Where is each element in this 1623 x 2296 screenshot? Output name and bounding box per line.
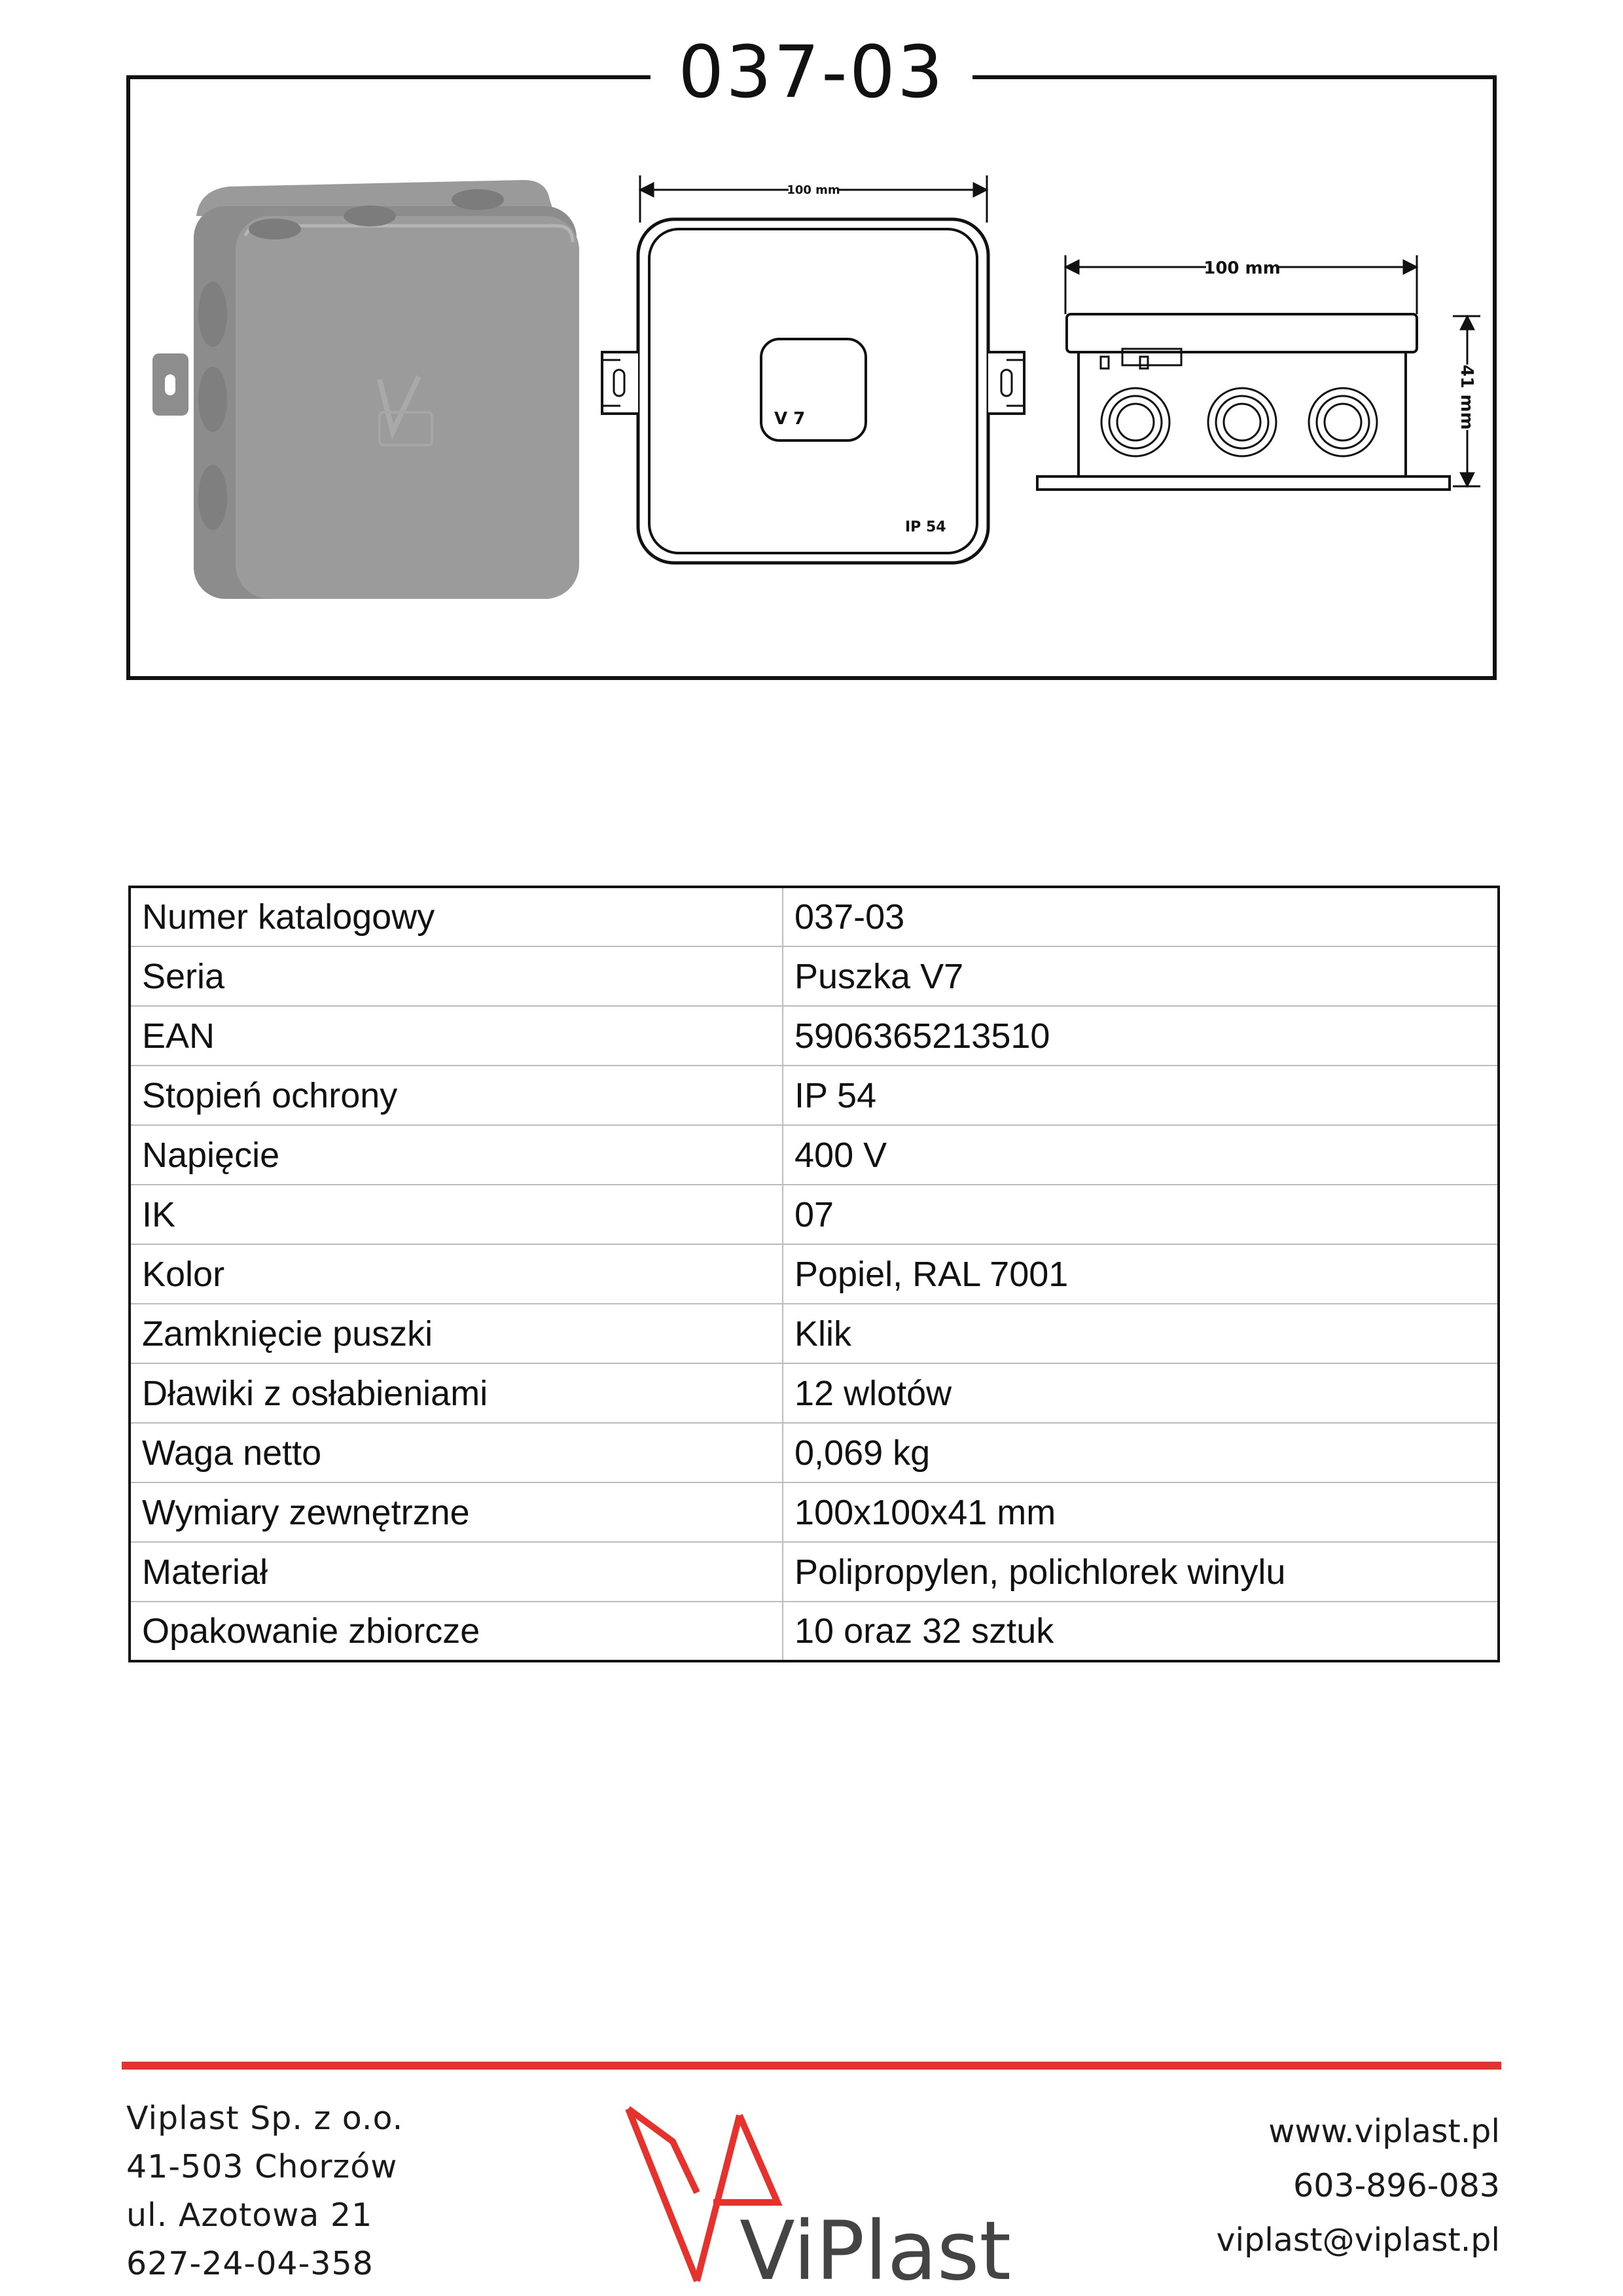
spec-row (130, 1423, 1499, 1482)
spec-value: 12 wlotów (783, 1363, 1499, 1423)
spec-label: Materiał (130, 1542, 783, 1602)
spec-value: 037-03 (783, 887, 1499, 946)
spec-row (130, 887, 1499, 946)
spec-value: 0,069 kg (783, 1423, 1499, 1482)
side-view-drawing (1037, 254, 1480, 490)
viplast-logo (609, 2094, 1014, 2291)
spec-label: Opakowanie zbiorcze (130, 1602, 783, 1661)
company-phone-left: 627-24-04-358 (126, 2245, 374, 2282)
company-contact (1217, 2104, 1501, 2267)
spec-label: Dławiki z osłabieniami (130, 1363, 783, 1423)
spec-label: Seria (130, 946, 783, 1006)
spec-row (130, 1006, 1499, 1066)
spec-label: Stopień ochrony (130, 1066, 783, 1125)
specification-table (128, 886, 1500, 1662)
spec-value: 10 oraz 32 sztuk (783, 1602, 1499, 1661)
spec-row (130, 1304, 1499, 1363)
spec-row (130, 946, 1499, 1006)
spec-row (130, 1066, 1499, 1125)
spec-value: 400 V (783, 1125, 1499, 1185)
technical-drawings (0, 0, 1623, 694)
footer-divider (122, 2062, 1501, 2070)
website-link[interactable]: www.viplast.pl (1268, 2113, 1500, 2150)
spec-value: Polipropylen, polichlorek winylu (783, 1542, 1499, 1602)
spec-row (130, 1125, 1499, 1185)
spec-label: Napięcie (130, 1125, 783, 1185)
spec-label: Kolor (130, 1244, 783, 1304)
spec-value: IP 54 (783, 1066, 1499, 1125)
series-mark: V 7 (774, 409, 806, 429)
junction-box-photo (152, 180, 1027, 599)
top-width-dimension: 100 mm (787, 183, 840, 197)
spec-row (130, 1244, 1499, 1304)
spec-label: EAN (130, 1006, 783, 1066)
spec-value: Puszka V7 (783, 946, 1499, 1006)
street-address: ul. Azotowa 21 (126, 2197, 373, 2234)
email-link[interactable]: viplast@viplast.pl (1216, 2221, 1500, 2259)
spec-label: IK (130, 1185, 783, 1244)
company-name: Viplast Sp. z o.o. (126, 2100, 404, 2137)
height-dimension: 41 mm (1457, 365, 1476, 430)
ip-mark: IP 54 (905, 519, 946, 535)
company-phone-right: 603-896-083 (1293, 2167, 1500, 2204)
spec-label: Waga netto (130, 1423, 783, 1482)
product-code-title: 037-03 (651, 26, 972, 118)
spec-value: Klik (783, 1304, 1499, 1363)
spec-value: 5906365213510 (783, 1006, 1499, 1066)
spec-row (130, 1542, 1499, 1602)
logo-wordmark: ViPlast (740, 2204, 1011, 2291)
spec-row (130, 1185, 1499, 1244)
spec-value: Popiel, RAL 7001 (783, 1244, 1499, 1304)
company-address (126, 2094, 403, 2288)
spec-row (130, 1363, 1499, 1423)
spec-row (130, 1602, 1499, 1661)
spec-label: Numer katalogowy (130, 887, 783, 946)
spec-label: Zamknięcie puszki (130, 1304, 783, 1363)
spec-value: 100x100x41 mm (783, 1482, 1499, 1542)
spec-value: 07 (783, 1185, 1499, 1244)
side-width-dimension: 100 mm (1204, 259, 1281, 278)
spec-row (130, 1482, 1499, 1542)
top-view-drawing (602, 175, 1024, 563)
postal-city: 41-503 Chorzów (126, 2148, 398, 2185)
spec-label: Wymiary zewnętrzne (130, 1482, 783, 1542)
